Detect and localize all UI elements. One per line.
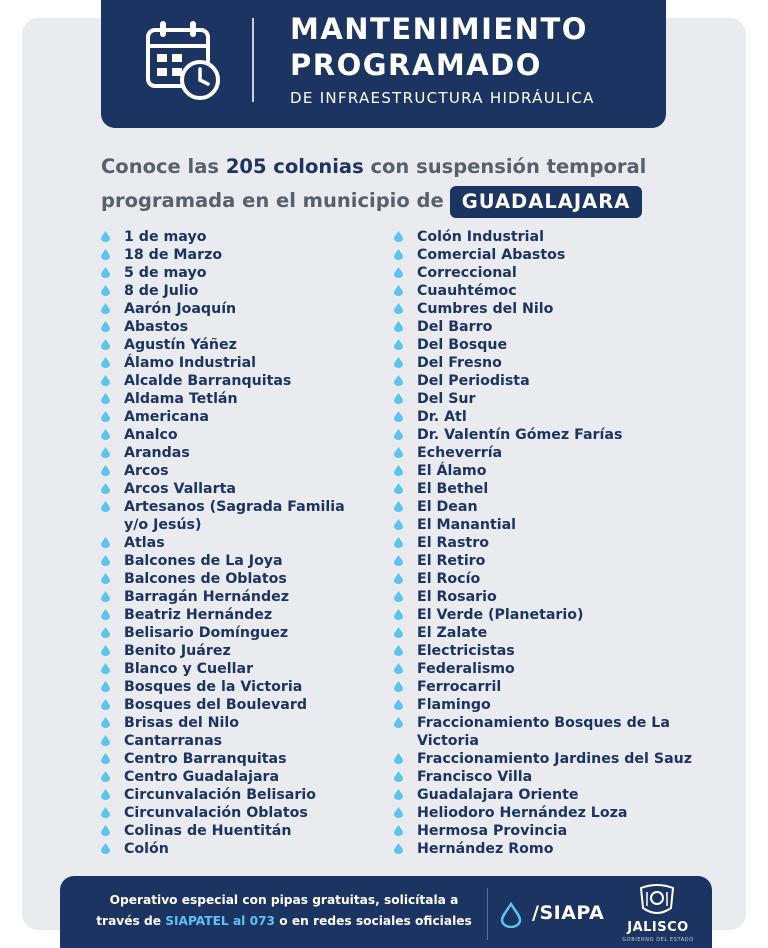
colonia-name: Aarón Joaquín [124, 301, 237, 317]
water-drop-bullet-icon [394, 717, 403, 728]
intro-prefix: Conoce las [101, 155, 226, 178]
colonia-item [101, 642, 361, 660]
colonia-name: Abastos [124, 319, 189, 335]
colonia-item [394, 498, 714, 516]
water-drop-bullet-icon [394, 465, 403, 476]
colonia-item [101, 804, 361, 822]
water-drop-bullet-icon [394, 663, 403, 674]
water-drop-bullet-icon [394, 699, 403, 710]
water-drop-bullet-icon [101, 429, 110, 440]
colonia-item [101, 570, 361, 588]
colonia-item [394, 228, 714, 246]
title-line-1: MANTENIMIENTO [290, 12, 588, 46]
water-drop-bullet-icon [101, 645, 110, 656]
colonia-name: Electricistas [417, 643, 515, 659]
colonia-name: Del Periodista [417, 373, 530, 389]
colonia-name: Analco [124, 427, 178, 443]
colonia-item [394, 318, 714, 336]
water-drop-bullet-icon [394, 303, 403, 314]
water-drop-bullet-icon [101, 735, 110, 746]
intro-middle: con suspensión temporal programada en el municipio de [101, 155, 647, 212]
siapa-logo: /SIAPA [532, 902, 605, 924]
colonia-item [394, 714, 714, 750]
colonia-item [101, 300, 361, 318]
footer-line-2-prefix: través de [96, 914, 166, 928]
colonia-name: Barragán Hernández [124, 589, 290, 605]
intro-text [101, 150, 701, 218]
colonia-item [394, 660, 714, 678]
city-badge: GUADALAJARA [450, 186, 643, 218]
water-drop-bullet-icon [101, 321, 110, 332]
colonia-name: Bosques del Boulevard [124, 697, 307, 713]
colonia-name: El Retiro [417, 553, 486, 569]
colonia-name: Agustín Yáñez [124, 337, 237, 353]
colonia-item [101, 660, 361, 678]
colonia-name: Benito Juárez [124, 643, 231, 659]
water-drop-bullet-icon [394, 537, 403, 548]
water-drop-bullet-icon [101, 465, 110, 476]
colonia-item [394, 822, 714, 840]
footer-message [84, 890, 484, 932]
colonia-name: Centro Barranquitas [124, 751, 287, 767]
water-drop-bullet-icon [101, 267, 110, 278]
colonia-item [101, 372, 361, 390]
water-drop-bullet-icon [394, 519, 403, 530]
colonia-name: Hermosa Provincia [417, 823, 568, 839]
colonia-item [101, 588, 361, 606]
colonias-list-right [394, 228, 714, 858]
colonia-item [394, 264, 714, 282]
colonia-name: Blanco y Cuellar [124, 661, 254, 677]
colonia-name: Belisario Domínguez [124, 625, 289, 641]
colonia-name: Bosques de la Victoria [124, 679, 303, 695]
colonia-name: Federalismo [417, 661, 515, 677]
colonia-name: Aldama Tetlán [124, 391, 238, 407]
colonia-item [394, 426, 714, 444]
colonia-name: 18 de Marzo [124, 247, 223, 263]
colonia-item [394, 408, 714, 426]
water-drop-bullet-icon [394, 357, 403, 368]
water-drop-bullet-icon [394, 843, 403, 854]
water-drop-bullet-icon [394, 555, 403, 566]
colonia-name: Álamo Industrial [124, 355, 257, 371]
colonia-item [101, 840, 361, 858]
colonia-item [101, 354, 361, 372]
colonia-item [394, 462, 714, 480]
water-drop-bullet-icon [101, 699, 110, 710]
colonia-item [394, 354, 714, 372]
colonia-item [101, 750, 361, 768]
colonia-item [394, 768, 714, 786]
header-banner [101, 0, 666, 128]
water-drop-bullet-icon [101, 447, 110, 458]
water-drop-bullet-icon [394, 753, 403, 764]
water-drop-bullet-icon [394, 825, 403, 836]
water-drop-bullet-icon [394, 249, 403, 260]
colonia-name: El Rosario [417, 589, 497, 605]
colonia-name: 1 de mayo [124, 229, 207, 245]
water-drop-bullet-icon [101, 393, 110, 404]
colonia-item [101, 246, 361, 264]
colonia-name: El Zalate [417, 625, 488, 641]
colonia-name: Balcones de La Joya [124, 553, 283, 569]
water-drop-bullet-icon [101, 483, 110, 494]
colonia-item [394, 624, 714, 642]
footer-line-1: Operativo especial con pipas gratuitas, solicítala a [109, 893, 459, 907]
colonia-name: 5 de mayo [124, 265, 207, 281]
water-drop-bullet-icon [394, 321, 403, 332]
colonia-name: Dr. Atl [417, 409, 467, 425]
colonia-name: Centro Guadalajara [124, 769, 280, 785]
water-drop-bullet-icon [101, 789, 110, 800]
subtitle: DE INFRAESTRUCTURA HIDRÁULICA [290, 89, 595, 107]
colonia-item [101, 390, 361, 408]
colonia-name: Heliodoro Hernández Loza [417, 805, 628, 821]
colonia-item [394, 282, 714, 300]
colonia-name: Del Sur [417, 391, 476, 407]
water-drop-bullet-icon [101, 771, 110, 782]
water-drop-bullet-icon [394, 609, 403, 620]
water-drop-bullet-icon [101, 303, 110, 314]
colonia-name: Fraccionamiento Jardines del Sauz [417, 751, 692, 767]
water-drop-bullet-icon [101, 681, 110, 692]
colonia-item [101, 228, 361, 246]
colonia-name: Colón [124, 841, 169, 857]
colonia-item [101, 336, 361, 354]
colonia-item [101, 318, 361, 336]
colonia-item [394, 570, 714, 588]
colonia-name: 8 de Julio [124, 283, 199, 299]
intro-highlight: 205 colonias [225, 155, 364, 178]
colonia-item [394, 696, 714, 714]
colonia-item [101, 480, 361, 498]
water-drop-bullet-icon [101, 663, 110, 674]
water-drop-bullet-icon [101, 627, 110, 638]
colonia-name: Atlas [124, 535, 165, 551]
colonia-name: El Álamo [417, 463, 487, 479]
colonia-name: Circunvalación Belisario [124, 787, 316, 803]
colonia-name: Balcones de Oblatos [124, 571, 287, 587]
siapa-drop-icon [500, 902, 528, 928]
water-drop-bullet-icon [101, 825, 110, 836]
colonia-item [394, 534, 714, 552]
water-drop-bullet-icon [394, 285, 403, 296]
colonia-name: Cumbres del Nilo [417, 301, 554, 317]
colonia-name: Artesanos (Sagrada Familia y/o Jesús) [124, 499, 345, 533]
water-drop-bullet-icon [394, 681, 403, 692]
siapatel-link[interactable]: SIAPATEL al 073 [165, 914, 276, 928]
water-drop-bullet-icon [394, 501, 403, 512]
colonia-item [394, 300, 714, 318]
colonia-item [101, 264, 361, 282]
colonias-list-left [101, 228, 361, 858]
colonia-name: Echeverría [417, 445, 503, 461]
colonia-name: Alcalde Barranquitas [124, 373, 292, 389]
colonia-name: Correccional [417, 265, 517, 281]
calendar-clock-icon [145, 18, 221, 104]
water-drop-bullet-icon [101, 573, 110, 584]
colonia-item [394, 336, 714, 354]
colonia-item [394, 786, 714, 804]
colonia-item [394, 804, 714, 822]
colonia-item [101, 696, 361, 714]
footer-line-2 [84, 911, 484, 932]
water-drop-bullet-icon [394, 429, 403, 440]
colonia-item [101, 786, 361, 804]
water-drop-bullet-icon [101, 807, 110, 818]
water-drop-bullet-icon [394, 573, 403, 584]
water-drop-bullet-icon [101, 249, 110, 260]
colonia-item [101, 822, 361, 840]
footer-line-2-suffix: o en redes sociales oficiales [275, 914, 472, 928]
colonia-item [394, 606, 714, 624]
colonia-item [101, 714, 361, 732]
colonia-item [394, 516, 714, 534]
water-drop-bullet-icon [101, 843, 110, 854]
colonia-name: El Rastro [417, 535, 489, 551]
water-drop-bullet-icon [101, 339, 110, 350]
water-drop-bullet-icon [394, 771, 403, 782]
colonia-name: Guadalajara Oriente [417, 787, 579, 803]
colonia-name: Del Barro [417, 319, 493, 335]
colonia-item [394, 444, 714, 462]
colonia-name: Arandas [124, 445, 190, 461]
water-drop-bullet-icon [101, 375, 110, 386]
title-line-2: PROGRAMADO [290, 48, 542, 82]
colonia-item [394, 840, 714, 858]
colonia-name: Arcos [124, 463, 169, 479]
water-drop-bullet-icon [101, 231, 110, 242]
colonia-name: Cuauhtémoc [417, 283, 517, 299]
colonia-name: Francisco Villa [417, 769, 533, 785]
water-drop-bullet-icon [101, 411, 110, 422]
water-drop-bullet-icon [101, 501, 110, 512]
colonia-name: Del Bosque [417, 337, 508, 353]
water-drop-bullet-icon [394, 411, 403, 422]
colonia-name: Circunvalación Oblatos [124, 805, 308, 821]
water-drop-bullet-icon [394, 789, 403, 800]
colonia-item [394, 642, 714, 660]
colonia-name: Brisas del Nilo [124, 715, 240, 731]
colonia-name: Flamingo [417, 697, 491, 713]
colonia-name: El Bethel [417, 481, 489, 497]
colonia-item [394, 480, 714, 498]
colonia-item [394, 678, 714, 696]
water-drop-bullet-icon [394, 231, 403, 242]
colonia-item [394, 588, 714, 606]
water-drop-bullet-icon [101, 609, 110, 620]
colonia-item [101, 768, 361, 786]
colonia-item [101, 444, 361, 462]
colonia-item [101, 462, 361, 480]
colonia-item [394, 372, 714, 390]
colonia-item [394, 390, 714, 408]
footer-banner [60, 876, 712, 948]
colonia-name: Dr. Valentín Gómez Farías [417, 427, 623, 443]
colonia-item [101, 408, 361, 426]
colonia-item [394, 750, 714, 768]
colonia-item [394, 552, 714, 570]
colonia-name: Comercial Abastos [417, 247, 566, 263]
water-drop-bullet-icon [101, 717, 110, 728]
water-drop-bullet-icon [101, 555, 110, 566]
colonia-item [394, 246, 714, 264]
jalisco-sublabel: GOBIERNO DEL ESTADO [622, 937, 694, 943]
water-drop-bullet-icon [394, 339, 403, 350]
water-drop-bullet-icon [394, 483, 403, 494]
colonia-name: Hernández Romo [417, 841, 554, 857]
water-drop-bullet-icon [101, 753, 110, 764]
colonia-name: El Verde (Planetario) [417, 607, 584, 623]
colonia-name: Del Fresno [417, 355, 502, 371]
colonia-item [101, 426, 361, 444]
colonia-name: Ferrocarril [417, 679, 502, 695]
water-drop-bullet-icon [101, 591, 110, 602]
colonia-name: El Manantial [417, 517, 517, 533]
water-drop-bullet-icon [394, 447, 403, 458]
water-drop-bullet-icon [394, 267, 403, 278]
colonia-name: Colón Industrial [417, 229, 544, 245]
colonia-item [101, 282, 361, 300]
water-drop-bullet-icon [394, 393, 403, 404]
colonia-name: Cantarranas [124, 733, 223, 749]
colonia-name: Colinas de Huentitán [124, 823, 292, 839]
water-drop-bullet-icon [394, 591, 403, 602]
colonia-name: El Dean [417, 499, 478, 515]
colonia-name: Arcos Vallarta [124, 481, 236, 497]
colonia-item [101, 534, 361, 552]
water-drop-bullet-icon [394, 645, 403, 656]
colonia-item [101, 498, 361, 534]
footer-divider [487, 888, 488, 940]
colonia-name: Beatriz Hernández [124, 607, 273, 623]
water-drop-bullet-icon [394, 807, 403, 818]
water-drop-bullet-icon [394, 375, 403, 386]
water-drop-bullet-icon [394, 627, 403, 638]
header-divider [252, 18, 254, 102]
water-drop-bullet-icon [101, 357, 110, 368]
colonia-name: Americana [124, 409, 209, 425]
jalisco-seal-icon [635, 884, 679, 916]
water-drop-bullet-icon [101, 537, 110, 548]
colonia-name: El Rocío [417, 571, 481, 587]
colonia-item [101, 606, 361, 624]
water-drop-bullet-icon [101, 285, 110, 296]
colonia-item [101, 552, 361, 570]
colonia-item [101, 624, 361, 642]
colonia-name: Fraccionamiento Bosques de La Victoria [417, 715, 670, 749]
colonia-item [101, 732, 361, 750]
colonia-item [101, 678, 361, 696]
jalisco-logo: JALISCO [627, 920, 689, 935]
